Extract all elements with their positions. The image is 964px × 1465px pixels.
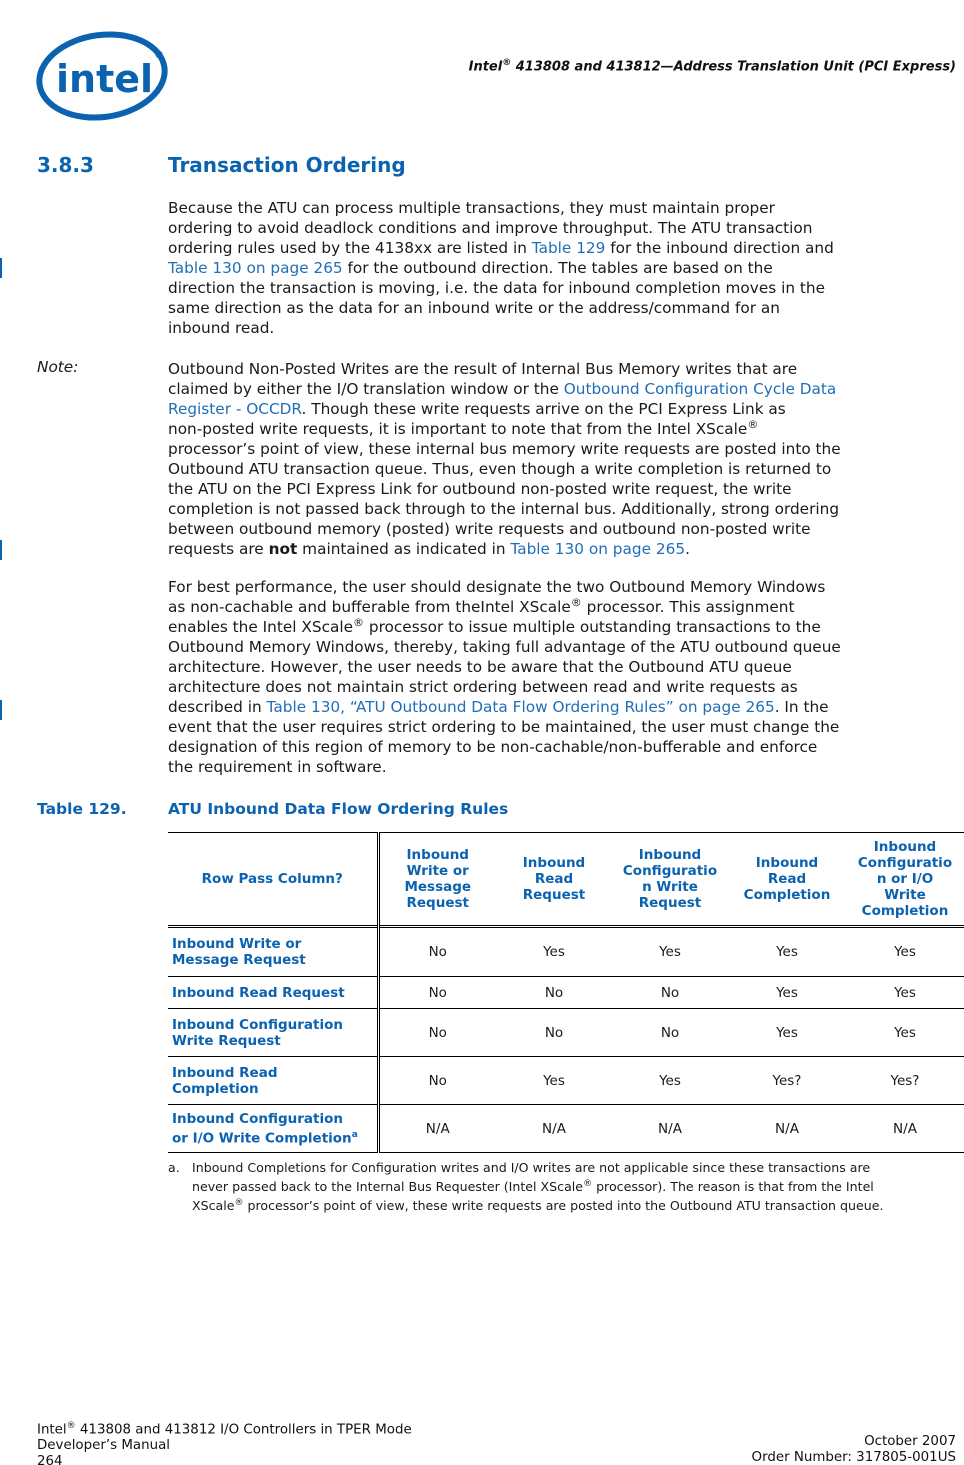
table-cell: Yes [543,1072,565,1089]
table-cell: No [428,1072,447,1089]
table-row [168,927,964,977]
paragraph-ordering: Because the ATU can process multiple transactions, they must maintain proper ordering to avoid deadlock conditions and improve throughput. The ATU transaction ordering rules used by the 4138xx are listed in Table 129 for the inbound direction and Table 130 on page 265 for the outbound direction. The tables are based on the direction the transaction is moving, i.e. the data for inbound completion moves in the same direction as the data for an inbound write or the address/command for an inbound read. [168,199,834,337]
table-header-row [168,833,964,927]
section-number: 3.8.3 [37,153,94,177]
column-header: Inbound Write or Message Request [404,847,472,911]
table-cell: Yes [776,1024,798,1041]
link-occdr-cont[interactable]: Register - OCCDR [168,400,302,418]
running-header: Intel® 413808 and 413812—Address Translation Unit (PCI Express) [468,58,956,75]
page-number: 264 [37,1454,63,1465]
table-cell: No [544,984,564,1001]
footer-right: October 2007 Order Number: 317805-001US [751,1434,956,1465]
row-header: Inbound Configuration or I/O Write Completion$^a$ [168,1105,378,1153]
section-title: Transaction Ordering [168,153,406,177]
footnote-ref: a [351,1129,358,1140]
intel-logo [36,28,170,124]
table-cell: No [544,1024,564,1041]
change-bar [0,258,2,278]
table-cell: Yes [543,944,565,960]
column-header: Inbound Read Completion [743,855,831,903]
logo-wordmark: intel [56,57,154,101]
table-cell: Yes? [890,1072,920,1089]
table-cell: No [428,944,447,960]
table-row [168,1105,964,1153]
table-cell: N/A [893,1120,917,1137]
table-cell: Yes [659,1072,681,1089]
link-occdr[interactable]: Outbound Configuration Cycle Data [563,380,837,398]
table-footnote: a. Inbound Completions for Configuration writes and I/O writes are not applicable since these transactions are never passed back to the Internal Bus Requester (Intel XScale® processor). The reason is that from the Intel XScale® processor’s point of view, these write requests are posted into the Outbound ATU transaction queue. [168,1160,884,1214]
table-cell: Yes [776,944,798,960]
table-row [168,977,964,1009]
table-cell: N/A [658,1120,682,1137]
section-heading [37,153,406,177]
table-row [168,1057,964,1105]
column-header: Inbound Configuratio n or I/O Write Completion [857,839,953,919]
change-bar [0,540,2,560]
table-cell: N/A [775,1120,799,1137]
link-table-130-note[interactable]: Table 130 on page 265 [510,540,686,558]
note-paragraph: Outbound Non-Posted Writes are the result of Internal Bus Memory writes that are claimed by either the I/O translation window or the Outbound Configuration Cycle Data Register - OCCDR. Though these write requests arrive on the PCI Express Link as non-posted write requests, it is important to note that from the Intel XScale® processor’s point of view, these internal bus memory write requests are posted into the Outbound ATU transaction queue. Thus, even though a write completion is returned to the ATU on the PCI Express Link for outbound non-posted write request, the write completion is not passed back through to the internal bus. Additionally, strong ordering between outbound memory (posted) write requests and outbound non-posted write requests are not maintained as indicated in Table 130 on page 265. [168,360,841,558]
table-cell: No [428,1024,447,1041]
table-cell: N/A [425,1120,450,1137]
row-header: Inbound Configuration Write Request [168,1009,378,1057]
link-table-129[interactable]: Table 129 [531,239,606,257]
table-row [168,1009,964,1057]
link-table-130-title[interactable]: Table 130, “ATU Outbound Data Flow Ordering Rules” on page 265 [266,698,775,716]
table-cell: Yes [659,944,681,960]
link-table-130[interactable]: Table 130 on page 265 [168,259,343,277]
corner-header: Row Pass Column? [168,833,378,927]
ordering-rules-table [168,832,964,1153]
table-cell: Yes [894,944,916,960]
note-label: Note: [37,358,79,376]
table-cell: Yes [894,1024,916,1041]
row-header: Inbound Read Completion [168,1057,378,1105]
paragraph-performance: For best performance, the user should designate the two Outbound Memory Windows as non-cachable and bufferable from theIntel XScale® processor. This assignment enables the Intel XScale® processor to issue multiple outstanding transactions to the Outbound Memory Windows, thereby, taking full advantage of the ATU outbound queue architecture. However, the user needs to be aware that the Outbound ATU queue architecture does not maintain strict ordering between read and write requests as described in Table 130, “ATU Outbound Data Flow Ordering Rules” on page 265. In the event that the user requires strict ordering to be maintained, the user must change the designation of this region of memory to be non-cachable/non-bufferable and enforce the requirement in software. [168,578,841,776]
table-cell: No [660,984,680,1001]
column-header: Inbound Read Request [522,855,586,903]
change-bar [0,700,2,720]
table-cell: Yes [776,984,798,1001]
row-header: Inbound Read Request [168,977,378,1009]
logo-registered: ® [154,50,164,61]
table-cell: No [428,984,447,1001]
table-cell: Yes? [772,1072,802,1089]
column-header: Inbound Configuratio n Write Request [622,847,718,911]
table-cell: No [660,1024,680,1041]
footer-left: Intel® 413808 and 413812 I/O Controllers in TPER Mode Developer’s Manual 264 [37,1418,412,1465]
table-caption: Table 129. ATU Inbound Data Flow Ordering Rules [37,800,509,818]
row-header: Inbound Write or Message Request [168,927,378,977]
table-cell: Yes [894,984,916,1001]
table-cell: N/A [542,1120,566,1137]
